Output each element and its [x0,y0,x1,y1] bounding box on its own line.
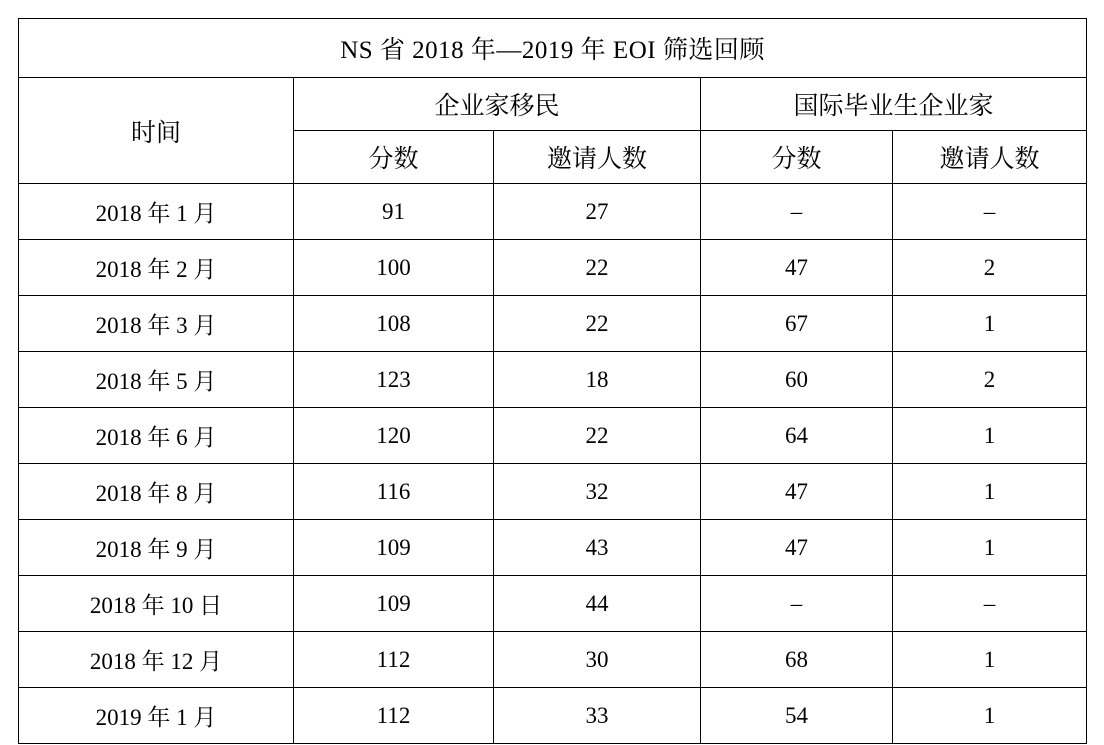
cell-score-graduate: 47 [701,464,893,520]
cell-invites-entrepreneur: 22 [494,240,701,296]
cell-score-entrepreneur: 112 [294,688,494,744]
cell-month: 2019 年 1 月 [19,688,294,744]
cell-score-entrepreneur: 91 [294,184,494,240]
column-group-entrepreneur: 企业家移民 [294,78,701,131]
cell-invites-entrepreneur: 27 [494,184,701,240]
table-row [19,408,1087,464]
cell-invites-graduate: – [893,184,1087,240]
cell-score-entrepreneur: 112 [294,632,494,688]
column-header-invites-graduate: 邀请人数 [893,131,1087,184]
cell-month: 2018 年 9 月 [19,520,294,576]
cell-invites-graduate: 1 [893,632,1087,688]
cell-score-graduate: 47 [701,520,893,576]
cell-score-graduate: 60 [701,352,893,408]
cell-month: 2018 年 8 月 [19,464,294,520]
table-title: NS 省 2018 年—2019 年 EOI 筛选回顾 [19,19,1087,78]
cell-score-graduate: – [701,184,893,240]
cell-invites-graduate: – [893,576,1087,632]
table-row [19,296,1087,352]
cell-score-entrepreneur: 120 [294,408,494,464]
cell-score-entrepreneur: 116 [294,464,494,520]
cell-invites-entrepreneur: 30 [494,632,701,688]
table-row [19,352,1087,408]
column-header-time: 时间 [19,78,294,184]
cell-month: 2018 年 1 月 [19,184,294,240]
cell-invites-entrepreneur: 33 [494,688,701,744]
cell-invites-graduate: 2 [893,240,1087,296]
column-header-invites-entrepreneur: 邀请人数 [494,131,701,184]
cell-invites-entrepreneur: 43 [494,520,701,576]
table-row [19,632,1087,688]
table-row [19,240,1087,296]
cell-invites-graduate: 1 [893,688,1087,744]
column-header-score-graduate: 分数 [701,131,893,184]
cell-invites-entrepreneur: 18 [494,352,701,408]
column-group-international-graduate: 国际毕业生企业家 [701,78,1087,131]
table-row [19,464,1087,520]
cell-month: 2018 年 3 月 [19,296,294,352]
cell-score-graduate: 47 [701,240,893,296]
cell-score-entrepreneur: 108 [294,296,494,352]
table-row [19,688,1087,744]
cell-invites-graduate: 1 [893,296,1087,352]
cell-invites-entrepreneur: 32 [494,464,701,520]
cell-month: 2018 年 6 月 [19,408,294,464]
cell-month: 2018 年 2 月 [19,240,294,296]
cell-score-graduate: 54 [701,688,893,744]
cell-score-graduate: 68 [701,632,893,688]
table-title-row [19,19,1087,78]
cell-score-entrepreneur: 109 [294,520,494,576]
cell-invites-graduate: 1 [893,464,1087,520]
eoi-screening-table [18,18,1087,744]
table-row [19,576,1087,632]
cell-invites-entrepreneur: 22 [494,408,701,464]
cell-invites-entrepreneur: 44 [494,576,701,632]
cell-month: 2018 年 12 月 [19,632,294,688]
table-group-header-row [19,78,1087,131]
cell-invites-graduate: 1 [893,408,1087,464]
cell-score-entrepreneur: 100 [294,240,494,296]
cell-score-graduate: 67 [701,296,893,352]
cell-month: 2018 年 5 月 [19,352,294,408]
cell-invites-graduate: 2 [893,352,1087,408]
cell-score-graduate: – [701,576,893,632]
cell-score-entrepreneur: 123 [294,352,494,408]
table-row [19,520,1087,576]
cell-score-graduate: 64 [701,408,893,464]
column-header-score-entrepreneur: 分数 [294,131,494,184]
table-row [19,184,1087,240]
cell-month: 2018 年 10 日 [19,576,294,632]
cell-invites-entrepreneur: 22 [494,296,701,352]
cell-score-entrepreneur: 109 [294,576,494,632]
cell-invites-graduate: 1 [893,520,1087,576]
